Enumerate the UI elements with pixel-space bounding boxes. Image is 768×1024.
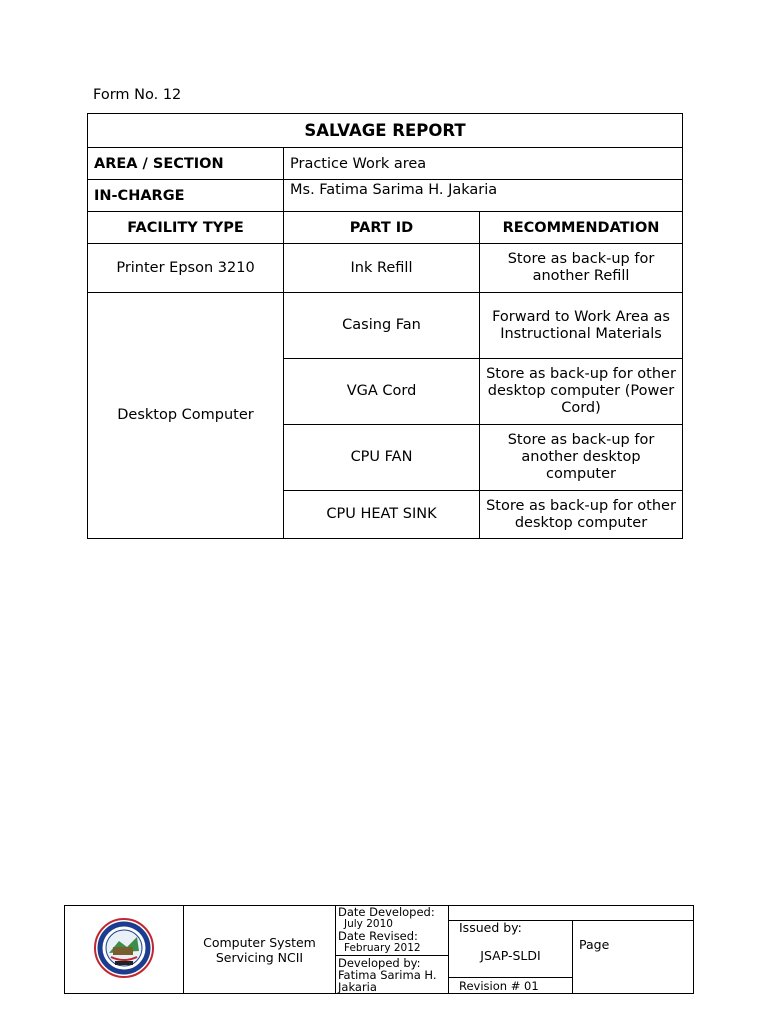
table-row	[88, 244, 683, 293]
revision-number: Revision # 01	[449, 978, 573, 994]
document-footer	[64, 905, 694, 994]
page-label: Page	[573, 921, 694, 994]
table-row	[88, 293, 683, 359]
part-cell: CPU FAN	[284, 425, 480, 491]
area-value: Practice Work area	[284, 148, 683, 180]
column-headers	[88, 212, 683, 244]
part-cell: CPU HEAT SINK	[284, 491, 480, 539]
issued-by-cell	[449, 921, 573, 978]
dates-cell	[336, 906, 449, 994]
facility-cell: Printer Epson 3210	[88, 244, 284, 293]
logo-cell	[65, 906, 184, 994]
incharge-label: IN-CHARGE	[88, 180, 284, 212]
issued-by-label: Issued by:	[459, 920, 522, 935]
recommendation-cell: Store as back-up for another Refill	[480, 244, 683, 293]
salvage-report-table	[87, 113, 683, 539]
recommendation-cell: Forward to Work Area as Instructional Materials	[480, 293, 683, 359]
footer-blank-cell	[449, 906, 694, 921]
column-header: PART ID	[284, 212, 480, 244]
part-cell: Casing Fan	[284, 293, 480, 359]
school-seal-icon	[93, 917, 155, 979]
date-developed: July 2010	[344, 918, 393, 930]
facility-cell: Desktop Computer	[88, 293, 284, 539]
recommendation-cell: Store as back-up for another desktop computer	[480, 425, 683, 491]
recommendation-cell: Store as back-up for other desktop computer	[480, 491, 683, 539]
form-number: Form No. 12	[93, 87, 182, 103]
recommendation-cell: Store as back-up for other desktop computer (Power Cord)	[480, 359, 683, 425]
part-cell: Ink Refill	[284, 244, 480, 293]
column-header: FACILITY TYPE	[88, 212, 284, 244]
issued-by: JSAP-SLDI	[480, 948, 541, 963]
course-title: Computer System Servicing NCII	[184, 906, 336, 994]
report-title: SALVAGE REPORT	[88, 114, 683, 148]
part-cell: VGA Cord	[284, 359, 480, 425]
column-header: RECOMMENDATION	[480, 212, 683, 244]
developed-by-label: Developed by:	[336, 955, 448, 969]
date-revised: February 2012	[344, 942, 421, 954]
incharge-value: Ms. Fatima Sarima H. Jakaria	[284, 180, 683, 212]
date-developed-label: Date Developed:	[338, 905, 435, 919]
date-revised-label: Date Revised:	[338, 929, 418, 943]
area-label: AREA / SECTION	[88, 148, 284, 180]
developed-by: Fatima Sarima H. Jakaria	[338, 968, 437, 994]
